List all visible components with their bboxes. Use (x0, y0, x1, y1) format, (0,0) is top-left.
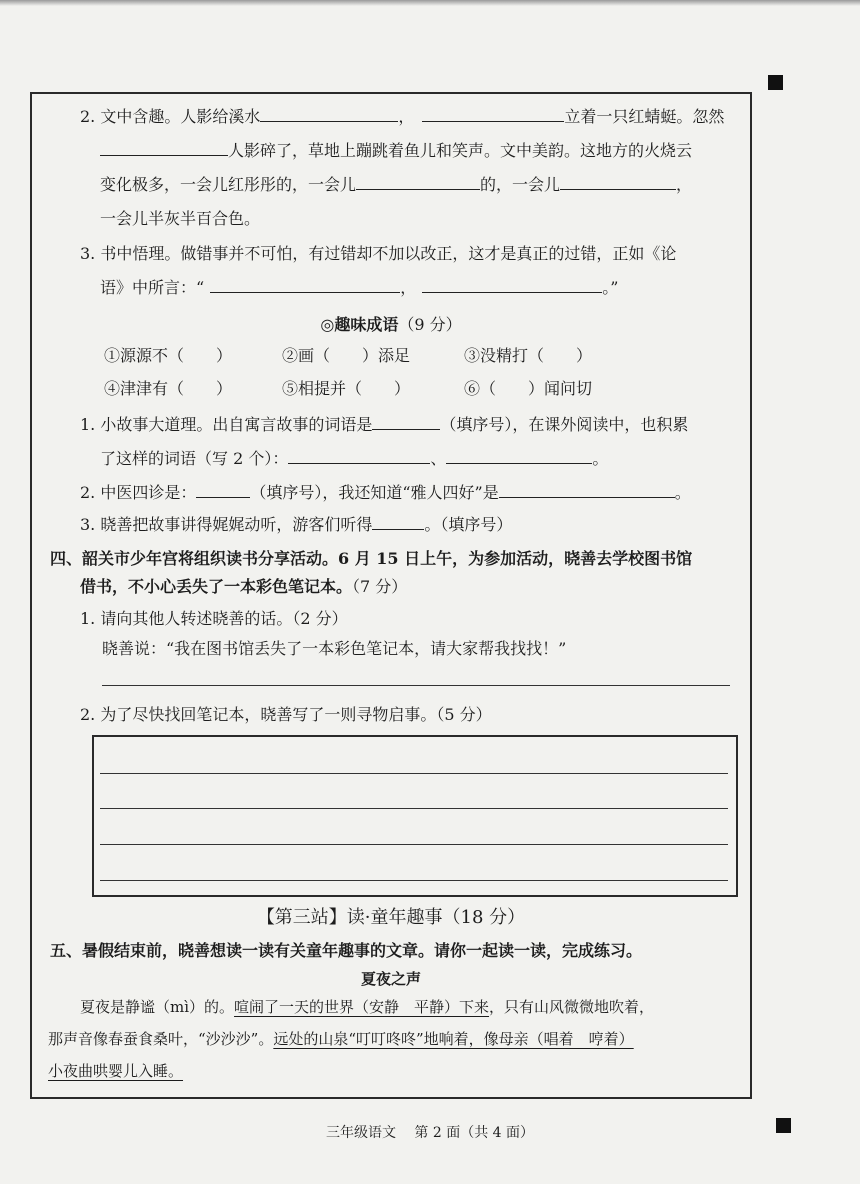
section4-sub2: 2. 为了尽快找回笔记本，晓善写了一则寻物启事。（5 分） (80, 705, 492, 724)
station3-title: 【第三站】读·童年趣事（18 分） (256, 907, 526, 928)
idiom-q-text: 、 (430, 449, 447, 468)
idiom-item[interactable]: ②画（ ）添足 (282, 346, 411, 365)
page-footer: 三年级语文 第 2 面（共 4 面） (325, 1125, 535, 1141)
section4-quote: 晓善说：“我在图书馆丢失了一本彩色笔记本，请大家帮我找找！” (102, 639, 567, 658)
idiom-item[interactable]: ①源源不（ ） (104, 346, 233, 365)
answer-blank[interactable] (100, 140, 228, 156)
writing-line[interactable] (100, 844, 728, 845)
passage-line2 (48, 1028, 634, 1050)
passage-underlined-text: 远处的山泉“叮叮咚咚”地响着，像母亲（唱着 哼着） (273, 1030, 634, 1048)
idiom-q-text: 了这样的词语（写 2 个）： (100, 449, 289, 468)
idiom-q1-line1 (80, 414, 688, 436)
idiom-item[interactable]: ③没精打（ ） (464, 346, 593, 365)
passage-line3 (48, 1060, 183, 1082)
idiom-q1-line2 (100, 448, 608, 470)
q3-line2 (100, 277, 618, 299)
idiom-item[interactable]: ④津津有（ ） (104, 379, 233, 398)
idiom-q-text: （填序号），在课外阅读中，也积累 (440, 415, 689, 434)
alignment-marker-top (768, 75, 783, 90)
q2-text: 变化极多，一会儿红彤彤的，一会儿 (100, 175, 357, 194)
passage-title: 夏夜之声 (360, 970, 421, 988)
answer-line[interactable] (102, 685, 730, 686)
answer-blank[interactable] (372, 514, 424, 530)
q3-text: 语》中所言：“ (100, 278, 205, 297)
idiom-section-title: ◎趣味成语 (320, 315, 399, 334)
q2-line1 (80, 106, 724, 128)
idiom-item[interactable]: ⑤相提并（ ） (282, 379, 411, 398)
passage-line1 (80, 996, 654, 1018)
passage-underlined-text: 小夜曲哄婴儿入睡。 (48, 1062, 184, 1080)
q2-text: 2. 文中含趣。人影给溪水 (80, 107, 261, 126)
answer-blank[interactable] (422, 106, 564, 122)
idiom-q3 (80, 514, 512, 536)
q3-text: ， (400, 278, 417, 297)
passage-text: ，只有山风微微地吹着， (489, 998, 655, 1016)
writing-line[interactable] (100, 808, 728, 809)
answer-blank[interactable] (260, 106, 398, 122)
answer-blank[interactable] (499, 482, 675, 498)
q3-line1: 3. 书中悟理。做错事并不可怕，有过错却不加以改正，这才是真正的过错，正如《论 (80, 244, 677, 263)
idiom-section-heading (30, 314, 752, 336)
section4-text: 借书，不小心丢失了一本彩色笔记本。 (80, 577, 353, 596)
idiom-q-text: 1. 小故事大道理。出自寓言故事的词语是 (80, 415, 373, 434)
q2-line4: 一会儿半灰半百合色。 (100, 209, 261, 228)
section4-heading-line1: 四、韶关市少年宫将组织读书分享活动。6 月 15 日上午，为参加活动，晓善去学校图书馆 (50, 549, 693, 568)
writing-line[interactable] (100, 880, 728, 881)
idiom-q-text: 。（填序号） (424, 515, 513, 534)
notice-writing-box[interactable] (92, 735, 738, 897)
section5-heading: 五、暑假结束前，晓善想读一读有关童年趣事的文章。请你一起读一读，完成练习。 (50, 941, 643, 960)
q2-text: ， (676, 175, 693, 194)
answer-blank[interactable] (422, 277, 602, 293)
answer-blank[interactable] (372, 414, 440, 430)
answer-blank[interactable] (446, 448, 592, 464)
idiom-q-text: 2. 中医四诊是： (80, 483, 197, 502)
q2-text: ， (398, 107, 415, 126)
q2-line2 (100, 140, 692, 162)
passage-underlined-text: 喧闹了一天的世界（安静 平静）下来 (234, 998, 490, 1016)
section4-sub1: 1. 请向其他人转述晓善的话。（2 分） (80, 609, 348, 628)
passage-text: 那声音像春蚕食桑叶，“沙沙沙”。 (48, 1030, 274, 1048)
q2-text: 立着一只红蜻蜓。忽然 (564, 107, 725, 126)
answer-blank[interactable] (356, 174, 480, 190)
idiom-q2 (80, 482, 691, 504)
writing-line[interactable] (100, 773, 728, 774)
idiom-section-score: （9 分） (398, 315, 462, 334)
answer-blank[interactable] (288, 448, 430, 464)
section4-score: （7 分） (352, 577, 408, 596)
answer-blank[interactable] (210, 277, 400, 293)
idiom-q-text: 。 (674, 483, 691, 502)
idiom-q-text: （填序号），我还知道“雅人四好”是 (250, 483, 499, 502)
passage-text: 夏夜是静谧（mì）的。 (80, 998, 235, 1016)
idiom-item[interactable]: ⑥（ ）闻问切 (464, 379, 593, 398)
q2-line3 (100, 174, 692, 196)
idiom-q-text: 3. 晓善把故事讲得娓娓动听，游客们听得 (80, 515, 373, 534)
answer-blank[interactable] (196, 482, 250, 498)
q3-text: 。” (602, 278, 619, 297)
section4-heading-line2 (80, 576, 407, 598)
answer-blank[interactable] (560, 174, 676, 190)
idiom-q-text: 。 (592, 449, 609, 468)
q2-text: 人影碎了，草地上蹦跳着鱼儿和笑声。文中美韵。这地方的火烧云 (228, 141, 693, 160)
q2-text: 的，一会儿 (480, 175, 561, 194)
scan-top-edge (0, 0, 860, 6)
